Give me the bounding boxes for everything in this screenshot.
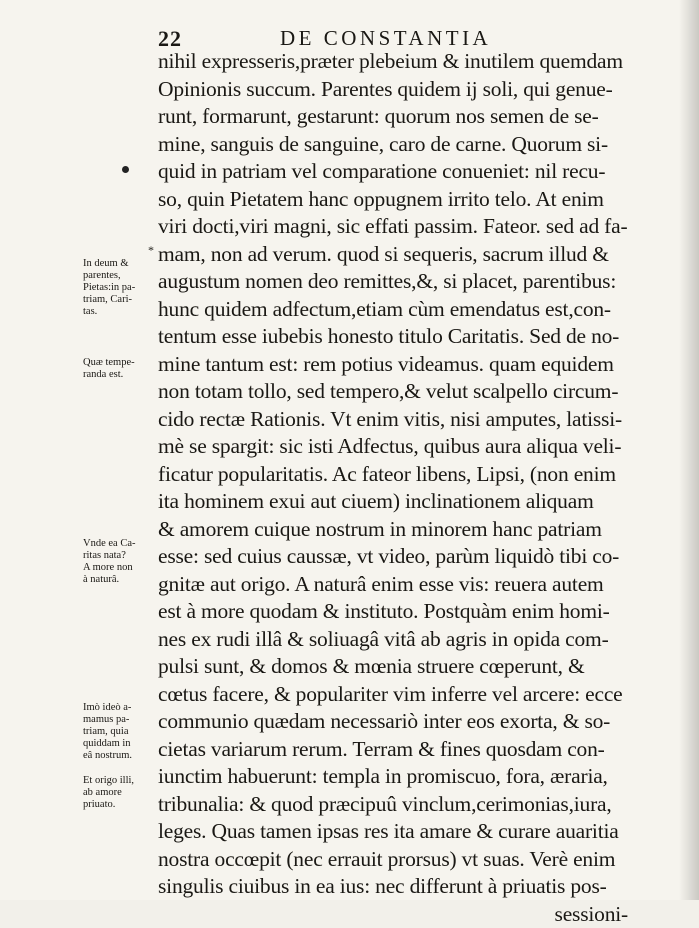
margin-note-line: quiddam in [83,738,161,750]
text-line: nostra occœpit (nec errauit prorsus) vt suas. Verè enim [158,846,628,874]
margin-note-line: Et origo illi, [83,775,161,787]
margin-note-line: ritas nata? [83,550,161,562]
text-line: nes ex rudi illâ & soliuagâ vitâ ab agris in opida com- [158,626,628,654]
text-line: Opinionis succum. Parentes quidem ij soli, qui genue- [158,76,628,104]
margin-note-line: Imò ideò a- [83,702,161,714]
margin-note-line: In deum & [83,258,161,270]
text-line: & amorem cuique nostrum in minorem hanc patriam [158,516,628,544]
page-number: 22 [158,26,182,52]
margin-note-line: Quæ tempe- [83,357,161,369]
page-header [158,26,628,50]
margin-note-line: priuato. [83,799,161,811]
text-line: quid in patriam vel comparatione conueniet: nil recu- [158,158,628,186]
margin-note-line: randa est. [83,369,161,381]
text-line: nihil expresseris,præter plebeium & inutilem quemdam [158,48,628,76]
text-line: ita hominem exui aut ciuem) inclinationem aliquam [158,488,628,516]
text-line: pulsi sunt, & domos & mœnia struere cœperunt, & [158,653,628,681]
text-line: hunc quidem adfectum,etiam cùm emendatus est,con- [158,296,628,324]
text-line: mè se spargit: sic isti Adfectus, quibus aura aliqua veli- [158,433,628,461]
margin-note-line: Vnde ea Ca- [83,538,161,550]
margin-note-caritas-origo [83,538,161,586]
text-line: iunctim habuerunt: templa in promiscuo, fora, æraria, [158,763,628,791]
running-title: DE CONSTANTIA [280,26,491,51]
margin-note-pietas [83,258,161,318]
text-line: runt, formarunt, gestarunt: quorum nos semen de se- [158,103,628,131]
text-line: communio quædam necessariò inter eos exorta, & so- [158,708,628,736]
text-line: mine, sanguis de sanguine, caro de carne. Quorum si- [158,131,628,159]
margin-note-line: A more non [83,562,161,574]
text-line: esse: sed cuius caussæ, vt video, parùm liquidò tibi co- [158,543,628,571]
text-line: mine tantum est: rem potius videamus. quam equidem [158,351,628,379]
text-line: so, quin Pietatem hanc oppugnem irrito telo. At enim [158,186,628,214]
margin-note-line: ab amore [83,787,161,799]
margin-note-line: à naturâ. [83,574,161,586]
margin-note-line: mamus pa- [83,714,161,726]
margin-note-line: parentes, [83,270,161,282]
text-line: est à more quodam & instituto. Postquàm enim homi- [158,598,628,626]
text-line: gnitæ aut origo. A naturâ enim esse vis: reuera autem [158,571,628,599]
margin-note-line: tas. [83,306,161,318]
text-line: mam, non ad verum. quod si sequeris, sacrum illud & [158,241,628,269]
margin-note-line: triam, Cari- [83,294,161,306]
asterisk-mark: * [148,244,154,256]
text-line: cœtus facere, & populariter vim inferre vel arcere: ecce [158,681,628,709]
body-text [158,48,628,928]
page-edge-shadow [679,0,699,900]
text-line: tribunalia: & quod præcipuû vinclum,cerimonias,iura, [158,791,628,819]
margin-note-line: triam, quia [83,726,161,738]
text-line: ficatur popularitatis. Ac fateor libens, Lipsi, (non enim [158,461,628,489]
bullet-mark [122,166,129,173]
margin-note-temperanda [83,357,161,381]
text-line: leges. Quas tamen ipsas res ita amare & curare auaritia [158,818,628,846]
margin-note-line: Pietas:in pa- [83,282,161,294]
text-line-catchword: sessioni- [158,901,628,928]
margin-note-line: eâ nostrum. [83,750,161,762]
text-line: cido rectæ Rationis. Vt enim vitis, nisi amputes, latissi- [158,406,628,434]
margin-note-amore-priuato [83,775,161,811]
text-line: singulis ciuibus in ea ius: nec differunt à priuatis pos- [158,873,628,901]
text-line: augustum nomen deo remittes,&, si placet, parentibus: [158,268,628,296]
margin-note-amamus-patriam [83,702,161,762]
text-line: viri docti,viri magni, sic effati passim. Fateor. sed ad fa- [158,213,628,241]
text-line: non totam tollo, sed tempero,& velut scalpello circum- [158,378,628,406]
text-line: cietas variarum rerum. Terram & fines quosdam con- [158,736,628,764]
text-line: tentum esse iubebis honesto titulo Caritatis. Sed de no- [158,323,628,351]
